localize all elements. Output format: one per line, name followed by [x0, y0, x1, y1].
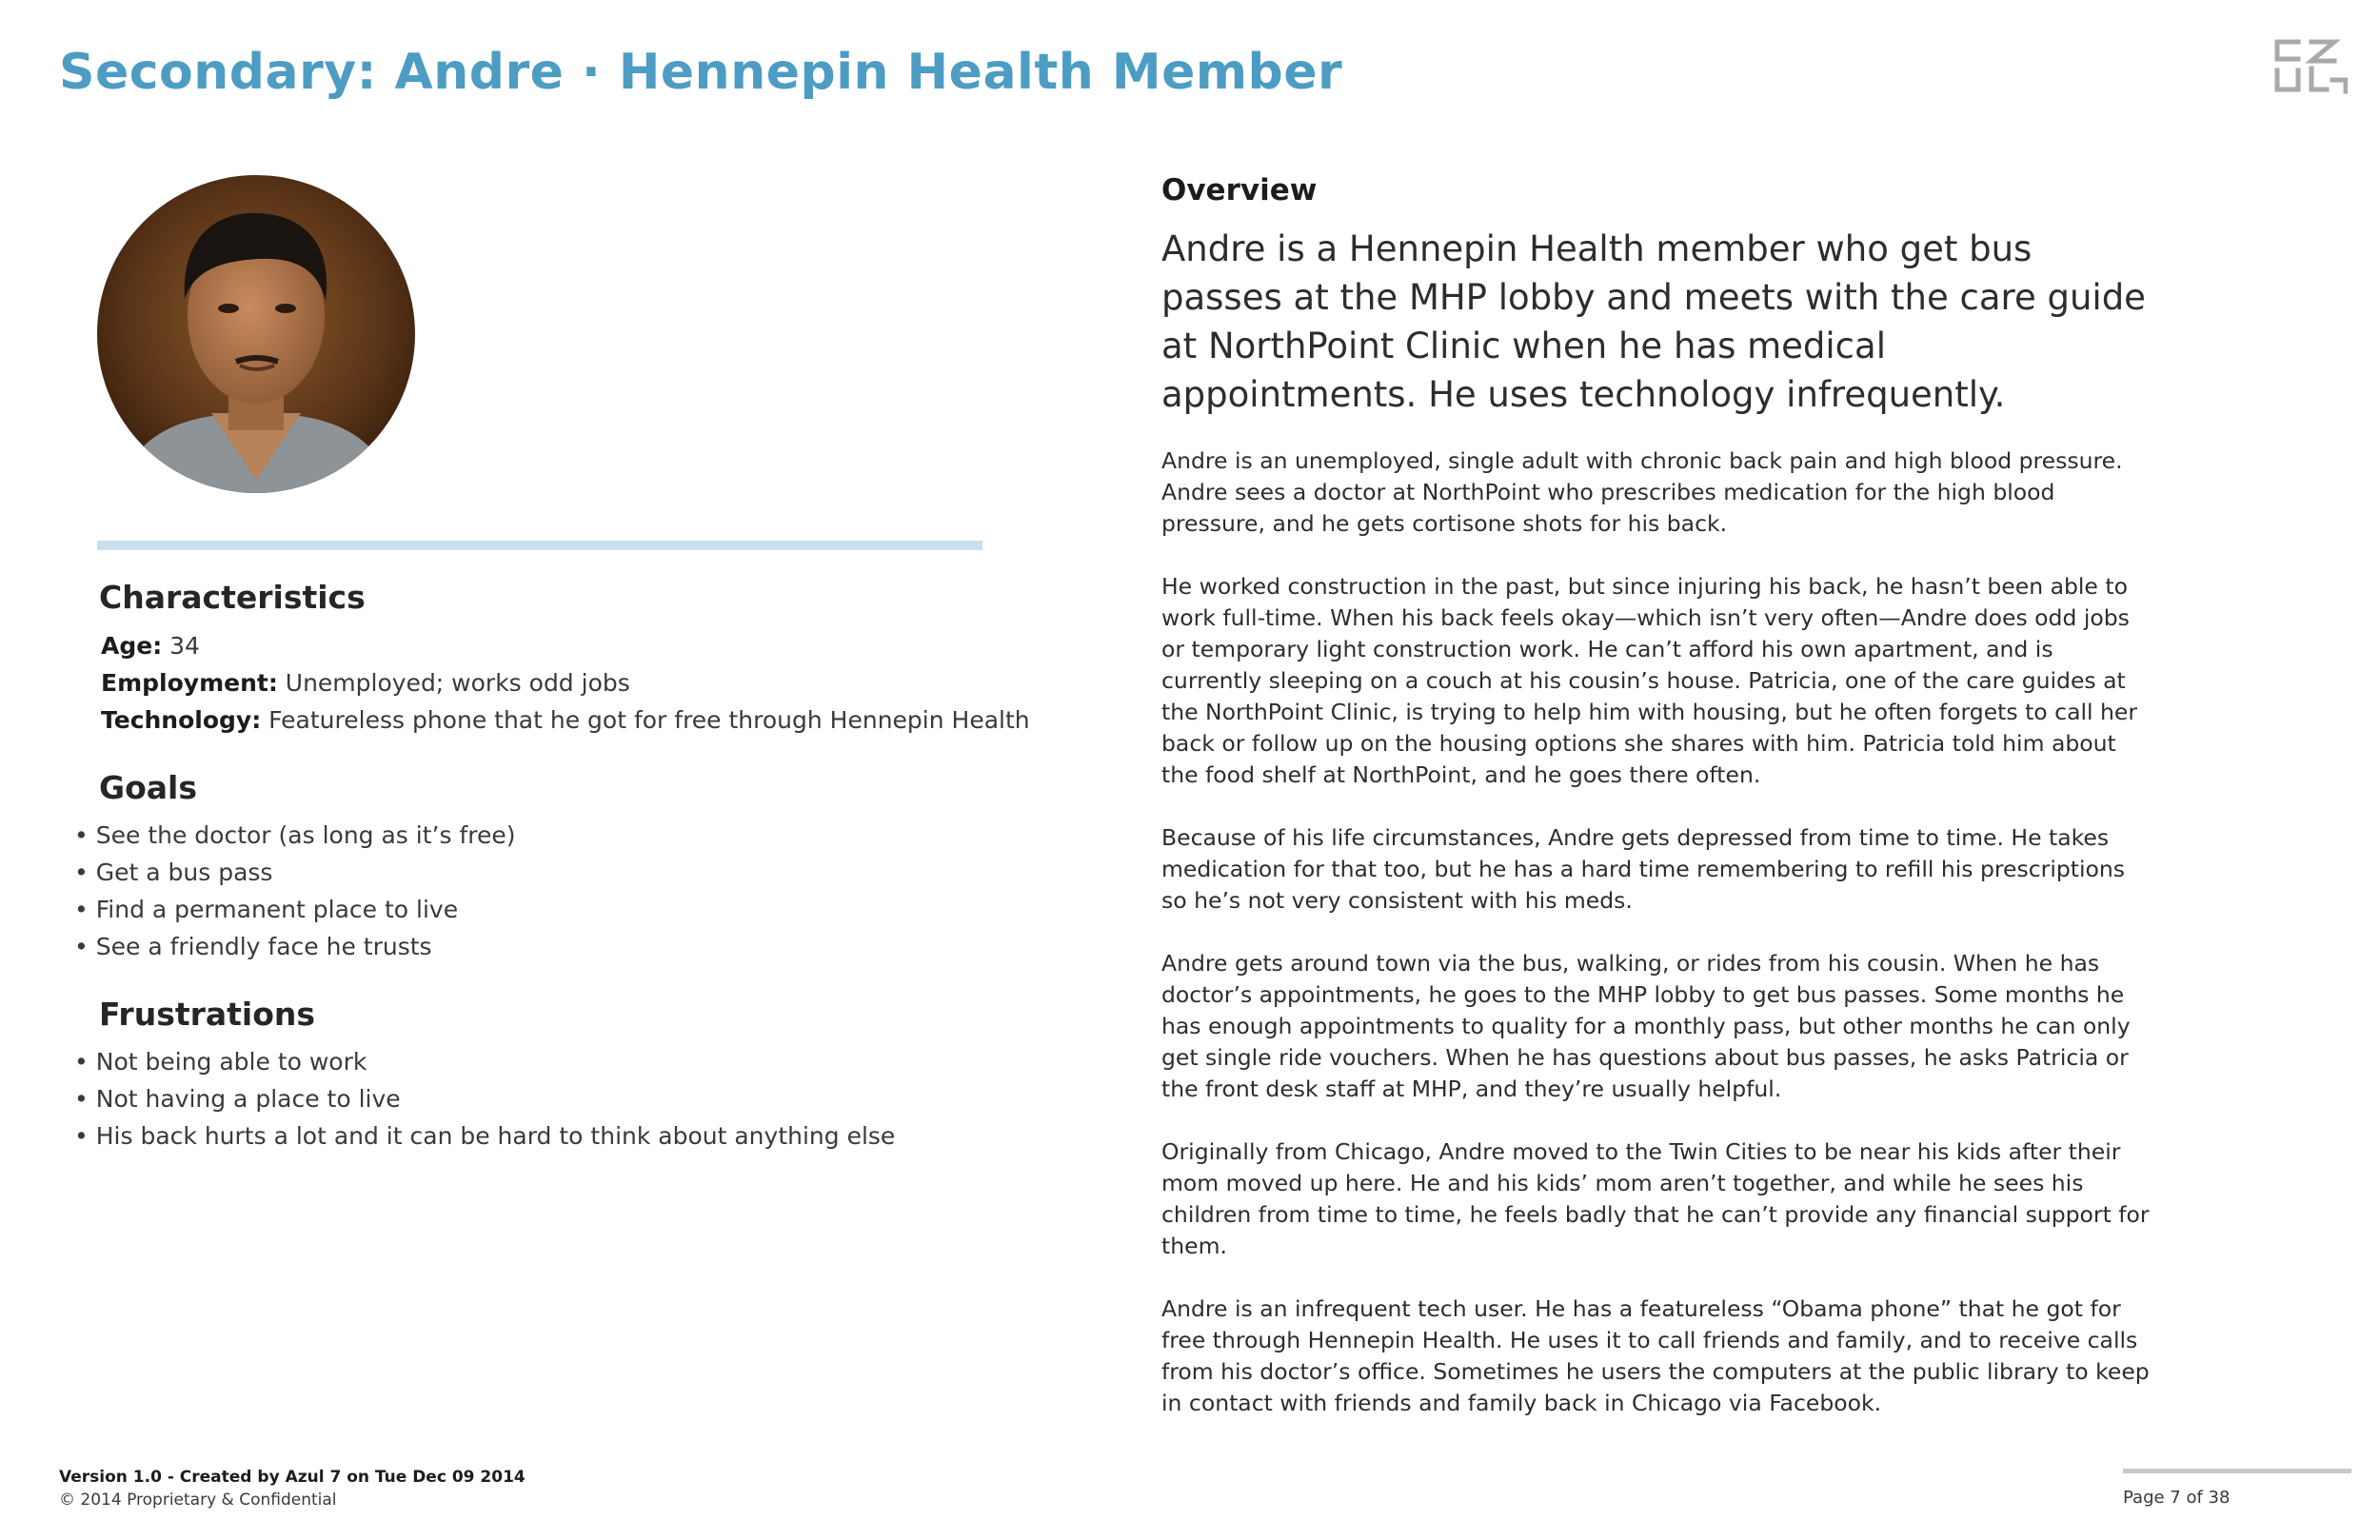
footer-version: Version 1.0 - Created by Azul 7 on Tue Dec 09 2014	[59, 1468, 526, 1487]
overview-paragraph: He worked construction in the past, but since injuring his back, he hasn’t been able to work full-time. When his back feels okay—which isn’t very often—Andre does odd jobs or temporary light construction work. He can’t afford his own apartment, and is currently sleeping on a couch at his cousin’s house. Patricia, one of the care guides at the NorthPoint Clinic, is trying to help him with housing, but he often forgets to call her back or follow up on the housing options she shares with him. Patricia told him about the food shelf at NorthPoint, and he goes there often.	[1161, 573, 2138, 788]
list-item: • Not having a place to live	[74, 1080, 895, 1117]
footer-rule	[2123, 1469, 2351, 1473]
goals-heading: Goals	[99, 769, 197, 806]
frustrations-heading: Frustrations	[99, 996, 316, 1033]
overview-paragraph: Because of his life circumstances, Andre gets depressed from time to time. He takes medication for that too, but he has a hard time remembering to refill his prescriptions so he’s not very consistent with his meds.	[1161, 824, 2126, 914]
section-divider	[97, 541, 982, 550]
overview-heading: Overview	[1161, 173, 1318, 207]
list-item: • See a friendly face he trusts	[74, 928, 516, 965]
overview-paragraph: Andre is an infrequent tech user. He has a featureless “Obama phone” that he got for free through Hennepin Health. He uses it to call friends and family, and to receive calls from his doctor’s office. Sometimes he users the computers at the public library to keep in contact with friends and family back in Chicago via Facebook.	[1161, 1295, 2150, 1416]
footer-copyright: © 2014 Proprietary & Confidential	[59, 1491, 337, 1510]
characteristics-heading: Characteristics	[99, 579, 366, 616]
characteristic-label: Age:	[101, 632, 163, 660]
page-number: Page 7 of 38	[2123, 1488, 2231, 1508]
list-item: • Find a permanent place to live	[74, 891, 516, 928]
list-item: • Get a bus pass	[74, 854, 516, 891]
characteristic-value: Featureless phone that he got for free through Hennepin Health	[261, 706, 1030, 734]
list-item: • See the doctor (as long as it’s free)	[74, 817, 516, 854]
azul7-logo	[2270, 36, 2348, 95]
characteristic-label: Technology:	[101, 706, 262, 734]
goals-list	[74, 817, 516, 965]
characteristic-value: Unemployed; works odd jobs	[277, 669, 630, 697]
overview-paragraph: Andre is an unemployed, single adult with chronic back pain and high blood pressure. Andre sees a doctor at NorthPoint who prescribes medication for the high blood pressure, and he gets cortisone shots for his back.	[1161, 447, 2123, 537]
characteristic-technology	[101, 706, 1030, 734]
characteristic-age	[101, 632, 200, 660]
characteristic-label: Employment:	[101, 669, 278, 697]
overview-paragraph: Andre gets around town via the bus, walking, or rides from his cousin. When he has doctor’s appointments, he goes to the MHP lobby to get bus passes. Some months he has enough appointments to quality for a monthly pass, but other months he can only get single ride vouchers. When he has questions about bus passes, he asks Patricia or the front desk staff at MHP, and they’re usually helpful.	[1161, 950, 2131, 1102]
characteristic-value: 34	[162, 632, 200, 660]
page-title: Secondary: Andre · Hennepin Health Member	[59, 44, 1343, 101]
persona-photo	[97, 175, 415, 493]
list-item: • Not being able to work	[74, 1043, 895, 1080]
overview-paragraph: Originally from Chicago, Andre moved to the Twin Cities to be near his kids after their mom moved up here. He and his kids’ mom aren’t together, and while he sees his children from time to time, he feels badly that he can’t provide any financial support for them.	[1161, 1138, 2150, 1259]
list-item: • His back hurts a lot and it can be hard to think about anything else	[74, 1117, 895, 1155]
overview-body	[1161, 445, 2152, 1451]
frustrations-list	[74, 1043, 895, 1155]
characteristic-employment	[101, 669, 630, 697]
overview-lead: Andre is a Hennepin Health member who get bus passes at the MHP lobby and meets with the care guide at NorthPoint Clinic when he has medical appointments. He uses technology infrequently.	[1161, 228, 2146, 415]
